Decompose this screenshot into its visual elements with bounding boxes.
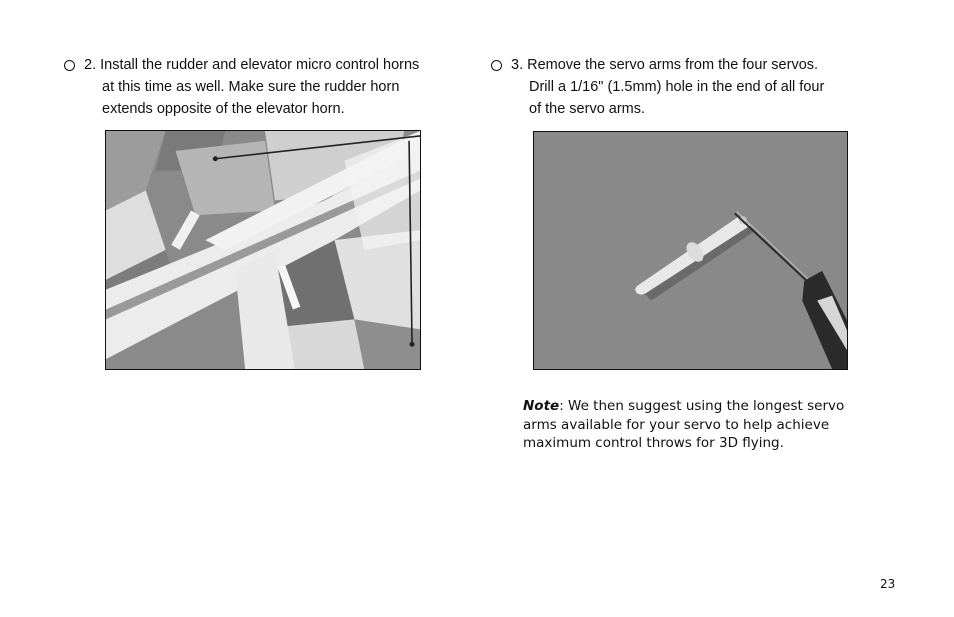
step-2: [64, 54, 419, 120]
note-paragraph: [523, 397, 853, 453]
checkbox-circle-icon[interactable]: [491, 60, 502, 71]
step-3-line-1: Remove the servo arms from the four servos.: [527, 57, 819, 73]
page-number: 23: [880, 577, 896, 591]
step-2-number: 2.: [84, 57, 97, 73]
step-2-line-3: extends opposite of the elevator horn.: [102, 101, 345, 117]
step-2-line-1: Install the rudder and elevator micro control horns: [100, 57, 420, 73]
note-label: Note: [523, 398, 560, 414]
step-2-line-2: at this time as well. Make sure the rudder horn: [102, 79, 400, 95]
checkbox-circle-icon[interactable]: [64, 60, 75, 71]
step-3: [491, 54, 824, 120]
step-3-line-3: of the servo arms.: [529, 101, 646, 117]
step-3-line-2: Drill a 1/16" (1.5mm) hole in the end of all four: [529, 79, 825, 95]
note-text: : We then suggest using the longest servo arms available for your servo to help achieve maximum control throws for 3D flying.: [523, 398, 845, 451]
step-3-number: 3.: [511, 57, 524, 73]
tail-control-horns-photo: [105, 130, 421, 370]
servo-arm-drill-photo: [533, 131, 848, 370]
